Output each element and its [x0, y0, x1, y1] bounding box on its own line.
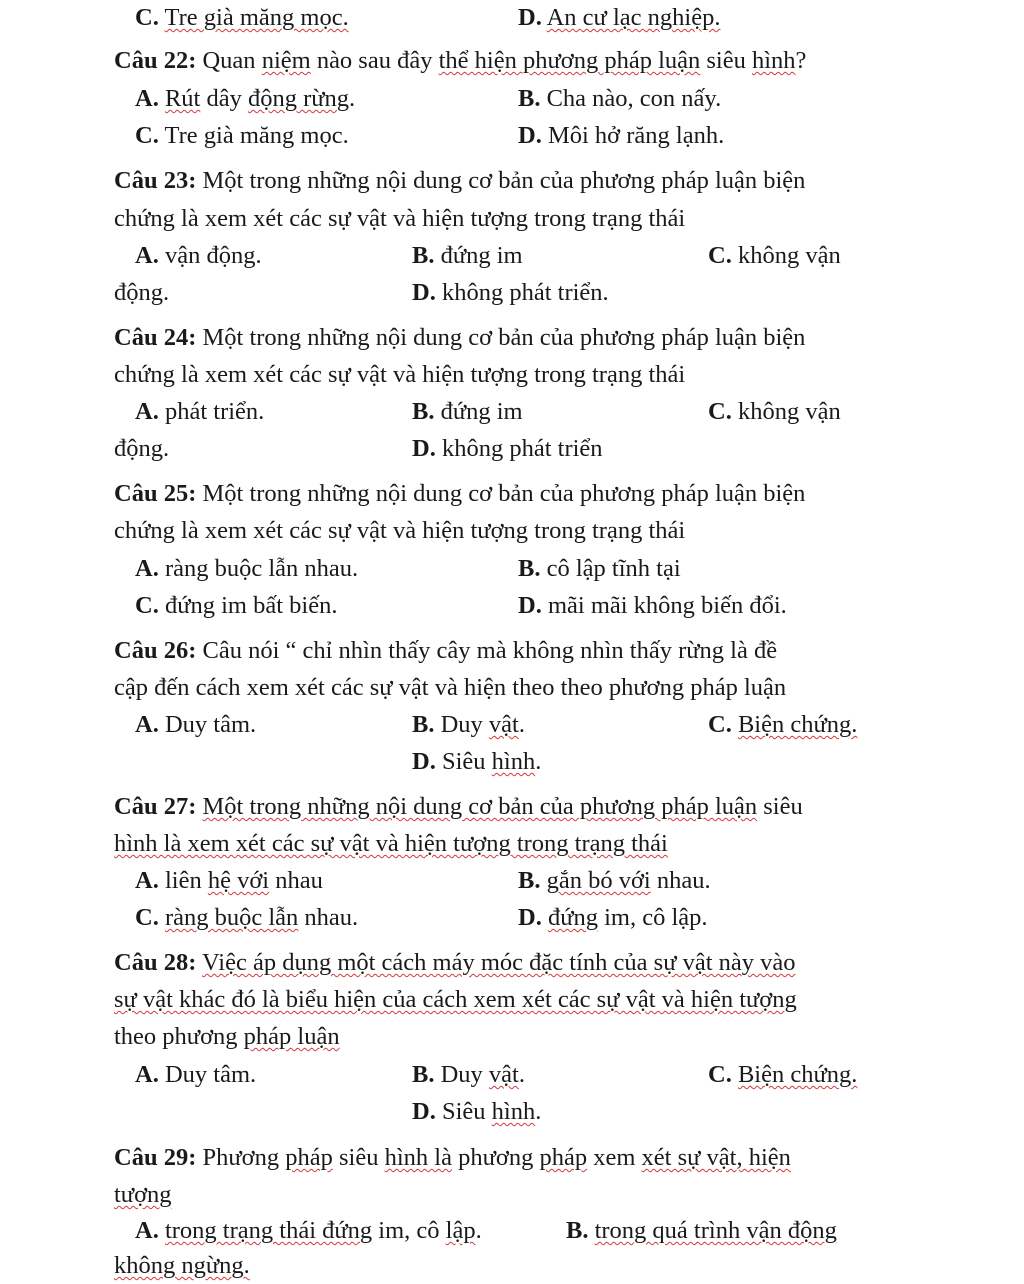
question-label: Câu 24: [114, 324, 197, 351]
option-text: hệ với [207, 867, 270, 894]
option-text: . [475, 1217, 482, 1244]
option-c [708, 394, 841, 430]
stem-text: theo phương [114, 1023, 244, 1050]
option-c [708, 1057, 857, 1093]
option-text: An cư lạc nghiệp. [546, 4, 721, 31]
stem-text: hình là xem xét các sự vật và hiện tượng trong trạng thái [114, 830, 668, 857]
question-25-stem-line1 [114, 476, 805, 512]
option-a [135, 707, 256, 743]
option-d [412, 744, 541, 780]
question-26-stem-line2 [114, 670, 786, 706]
stem-part: niệm [261, 47, 311, 74]
option-letter: B. [566, 1217, 589, 1244]
option-text: trong quá trình vận động [594, 1217, 837, 1244]
question-label: Câu 27: [114, 793, 197, 820]
option-c [135, 588, 337, 624]
option-b [412, 1057, 525, 1093]
option-letter: A. [135, 1061, 159, 1088]
option-text: Duy tâm. [164, 711, 257, 738]
option-text: trong trạng thái đứng [164, 1217, 373, 1244]
question-label: Câu 23: [114, 167, 197, 194]
option-text: . [535, 1098, 542, 1125]
option-letter: D. [518, 4, 542, 31]
question-label: Câu 28: [114, 949, 197, 976]
option-text: gắn bó với [546, 867, 651, 894]
question-28-stem-line2 [114, 982, 797, 1018]
option-letter: D. [518, 122, 542, 149]
option-text: Biện chứng. [737, 1061, 858, 1088]
question-26-stem-line1 [114, 633, 777, 669]
question-22-stem [114, 43, 806, 79]
option-letter: D. [412, 435, 436, 462]
option-text: im, cô lập. [597, 904, 708, 931]
stem-text: phương [451, 1144, 540, 1171]
option-text: . [535, 748, 542, 775]
option-letter: B. [518, 85, 541, 112]
stem-part: ? [795, 47, 807, 74]
question-23-stem-line2 [114, 201, 685, 237]
option-b [518, 863, 711, 899]
option-d [412, 431, 603, 467]
option-text: . [518, 1061, 525, 1088]
option-text: Siêu [441, 1098, 492, 1125]
option-d [518, 900, 708, 936]
question-27-stem-line1 [114, 789, 803, 825]
option-text: hình [491, 1098, 536, 1125]
option-text: đứng im [440, 242, 523, 269]
option-a [135, 394, 264, 430]
stem-text: siêu [757, 793, 803, 820]
stem-text: pháp [539, 1144, 588, 1171]
stem-text: chứng là xem xét các sự vật và hiện tượng trong trạng thái [114, 517, 686, 544]
option-letter: A. [135, 555, 159, 582]
stem-text: siêu [332, 1144, 385, 1171]
question-23-stem-line1 [114, 163, 805, 199]
option-letter: A. [135, 398, 159, 425]
option-d [412, 1094, 541, 1130]
stem-text: pháp [285, 1144, 333, 1171]
question-label: Câu 25: [114, 480, 197, 507]
option-text: đứng im bất biến. [164, 592, 338, 619]
option-letter: C. [135, 592, 159, 619]
option-text: đứng im [440, 398, 523, 425]
option-letter: D. [518, 904, 542, 931]
option-text: không vận [737, 242, 841, 269]
stem-text: Một trong những nội dung cơ bản của phương pháp luận biện [202, 324, 806, 351]
option-c [135, 118, 349, 154]
question-28-stem-line3 [114, 1019, 340, 1055]
stem-text: Phương [202, 1144, 286, 1171]
option-letter: C. [708, 711, 732, 738]
option-d [412, 275, 609, 311]
option-d [518, 588, 787, 624]
option-letter: B. [412, 398, 435, 425]
option-letter: A. [135, 711, 159, 738]
stem-text: Một trong những nội dung cơ bản của phương pháp luận biện [202, 480, 806, 507]
option-text: không phát triển. [441, 279, 609, 306]
stem-text: hình là [384, 1144, 452, 1171]
option-b-continuation: không ngừng. [114, 1252, 250, 1279]
option-letter: B. [412, 1061, 435, 1088]
option-a [135, 81, 355, 117]
option-text: Môi hở răng lạnh. [547, 122, 725, 149]
option-a [135, 1057, 256, 1093]
option-text: im, cô [372, 1217, 446, 1244]
option-b [412, 707, 525, 743]
option-text: liên [164, 867, 208, 894]
stem-text: xét sự vật, hiện [641, 1144, 791, 1171]
option-text: . [518, 711, 525, 738]
option-text: Biện chứng. [737, 711, 858, 738]
option-text: Cha nào, con nấy. [546, 85, 722, 112]
option-letter: B. [518, 555, 541, 582]
option-text: nhau. [650, 867, 711, 894]
option-text: nhau. [298, 904, 359, 931]
stem-part: nào sau đây [310, 47, 439, 74]
option-text: nhau [269, 867, 323, 894]
option-text: . [349, 85, 356, 112]
stem-part: hình [751, 47, 796, 74]
stem-text: Việc áp dụng một cách máy móc đặc tính của sự vật này vào [202, 949, 796, 976]
option-letter: A. [135, 242, 159, 269]
stem-text: chứng là xem xét các sự vật và hiện tượng trong trạng thái [114, 361, 686, 388]
option-b [566, 1213, 837, 1249]
stem-text: chứng là xem xét các sự vật và hiện tượng trong trạng thái [114, 205, 686, 232]
option-text: không phát triển [441, 435, 603, 462]
option-text: Tre già măng mọc. [164, 4, 349, 31]
option-text: vận động. [164, 242, 262, 269]
option-a [135, 1213, 482, 1249]
option-text: mãi mãi không biến đổi. [547, 592, 787, 619]
option-c [708, 707, 857, 743]
option-b [412, 238, 523, 274]
stem-text: Một trong những nội dung cơ bản của phương pháp luận [202, 793, 758, 820]
option-letter: B. [412, 711, 435, 738]
stem-part: Quan [202, 47, 262, 74]
option-c [708, 238, 841, 274]
option-b [412, 394, 523, 430]
option-c [135, 900, 358, 936]
option-c-continuation: động. [114, 435, 170, 462]
option-d-top [518, 0, 720, 36]
option-text: lập [445, 1217, 476, 1244]
option-letter: D. [412, 279, 436, 306]
option-letter: C. [708, 1061, 732, 1088]
question-24-stem-line2 [114, 357, 685, 393]
stem-text: xem [587, 1144, 642, 1171]
stem-text: Câu nói “ chỉ nhìn thấy cây mà không nhìn thấy rừng là đề [202, 637, 778, 664]
option-d [518, 118, 724, 154]
option-letter: B. [412, 242, 435, 269]
option-text: vật [488, 711, 519, 738]
option-text: Tre già măng mọc. [164, 122, 349, 149]
option-text: Duy tâm. [164, 1061, 257, 1088]
option-text: dây [200, 85, 248, 112]
stem-text: cập đến cách xem xét các sự vật và hiện theo theo phương pháp luận [114, 674, 787, 701]
option-b [518, 551, 681, 587]
option-text: ràng buộc lẫn [164, 904, 299, 931]
question-label: Câu 22: [114, 47, 197, 74]
option-text: Duy [440, 711, 489, 738]
option-letter: C. [708, 242, 732, 269]
option-b [518, 81, 721, 117]
option-letter: A. [135, 85, 159, 112]
option-a [135, 863, 323, 899]
option-text: động rừng [247, 85, 350, 112]
option-letter: C. [135, 4, 159, 31]
option-c-top [135, 0, 349, 36]
option-letter: C. [135, 904, 159, 931]
question-29-stem-line1 [114, 1140, 791, 1176]
option-text: hình [491, 748, 536, 775]
option-c-continuation: động. [114, 279, 170, 306]
question-27-stem-line2 [114, 826, 668, 862]
stem-text: Một trong những nội dung cơ bản của phương pháp luận biện [202, 167, 806, 194]
question-25-stem-line2 [114, 513, 685, 549]
option-letter: B. [518, 867, 541, 894]
question-label: Câu 26: [114, 637, 197, 664]
question-28-stem-line1 [114, 945, 796, 981]
option-letter: D. [518, 592, 542, 619]
option-letter: A. [135, 1217, 159, 1244]
option-text: cô lập tĩnh tại [546, 555, 681, 582]
option-letter: A. [135, 867, 159, 894]
option-text: đứng [547, 904, 598, 931]
question-29-stem-line2 [114, 1177, 172, 1213]
option-text: phát triển. [164, 398, 265, 425]
option-text: ràng buộc lẫn nhau. [164, 555, 359, 582]
option-letter: C. [135, 122, 159, 149]
option-text: không vận [737, 398, 841, 425]
stem-part: thể hiện phương pháp luận [438, 47, 701, 74]
stem-part: siêu [700, 47, 752, 74]
option-text: Siêu [441, 748, 492, 775]
option-a [135, 551, 358, 587]
option-letter: D. [412, 748, 436, 775]
stem-text: tượng [114, 1181, 172, 1208]
stem-text: sự vật khác đó là biểu hiện của cách xem xét các sự vật và hiện tượng [114, 986, 797, 1013]
option-text: Rút [164, 85, 201, 112]
stem-text: pháp luận [243, 1023, 340, 1050]
question-label: Câu 29: [114, 1144, 197, 1171]
option-letter: D. [412, 1098, 436, 1125]
option-text: Duy [440, 1061, 489, 1088]
option-letter: C. [708, 398, 732, 425]
option-a [135, 238, 262, 274]
option-text: vật [488, 1061, 519, 1088]
question-24-stem-line1 [114, 320, 805, 356]
